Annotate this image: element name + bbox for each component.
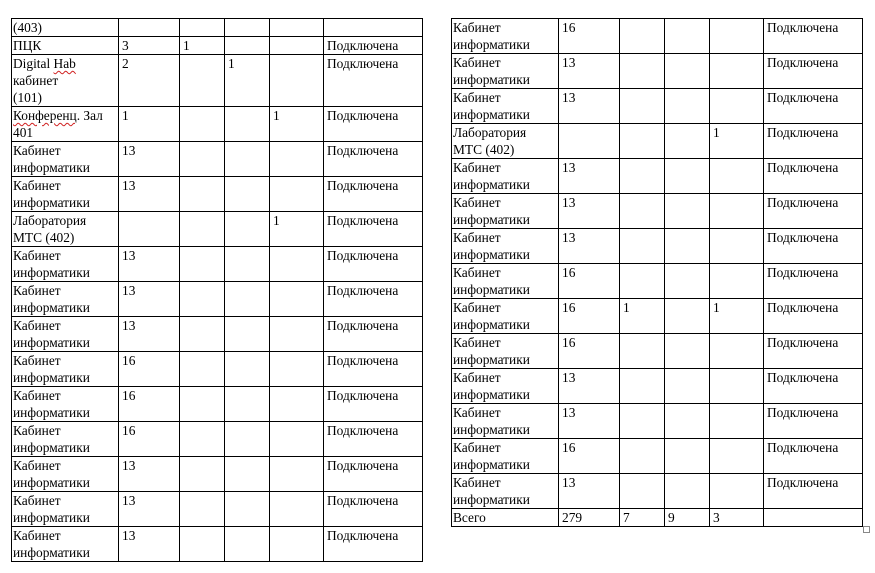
table-row [12,212,423,247]
count-cell [225,527,270,562]
count-cell [225,247,270,282]
status-cell: Подключена [764,19,863,54]
room-name: Конференц. Зал 401 [12,107,119,142]
table-row [452,54,863,89]
status-cell: Подключена [764,404,863,439]
count-cell [119,212,180,247]
count-cell [665,334,710,369]
count-cell [270,247,324,282]
status-cell: Подключена [764,194,863,229]
count-cell [270,177,324,212]
count-cell [225,282,270,317]
count-cell [710,229,764,264]
status-cell: Подключена [324,422,423,457]
table-row [452,334,863,369]
room-name: Кабинет информатики [452,229,559,264]
count-cell [270,142,324,177]
room-name: Кабинет информатики [452,474,559,509]
count-cell: 1 [620,299,665,334]
table-row [452,89,863,124]
count-cell [180,527,225,562]
status-cell [324,19,423,37]
table-row [452,474,863,509]
count-cell [559,124,620,159]
room-name: Кабинет информатики [12,527,119,562]
count-cell: 13 [559,89,620,124]
count-cell [665,299,710,334]
count-cell [119,19,180,37]
count-cell [620,264,665,299]
status-cell: Подключена [324,492,423,527]
table-row [452,194,863,229]
count-cell [180,177,225,212]
room-name: Кабинет информатики [12,282,119,317]
table-row [12,387,423,422]
room-name: Кабинет информатики [452,54,559,89]
count-cell [225,19,270,37]
room-name: Кабинет информатики [452,369,559,404]
status-cell: Подключена [764,89,863,124]
count-cell: 1 [270,212,324,247]
count-cell [665,124,710,159]
table-row [452,159,863,194]
count-cell: 13 [119,527,180,562]
count-cell [180,142,225,177]
room-name: Кабинет информатики [12,177,119,212]
count-cell [225,387,270,422]
count-cell: 13 [559,229,620,264]
table-row [452,404,863,439]
count-cell: 13 [119,142,180,177]
status-cell: Подключена [324,247,423,282]
status-cell: Подключена [764,474,863,509]
status-cell: Подключена [324,317,423,352]
count-cell [620,89,665,124]
total-row [452,509,863,527]
status-cell: Подключена [324,37,423,55]
status-cell: Подключена [764,299,863,334]
room-name: Кабинет информатики [12,457,119,492]
count-cell [710,334,764,369]
table-row [452,229,863,264]
count-cell: 13 [119,492,180,527]
status-cell: Подключена [324,527,423,562]
total-label: Всего [452,509,559,527]
room-name: Кабинет информатики [452,334,559,369]
table-row [12,422,423,457]
count-cell: 13 [559,369,620,404]
count-cell [180,317,225,352]
spelling-error-mark: Конференц [13,108,77,123]
count-cell [270,55,324,107]
status-cell: Подключена [324,212,423,247]
room-name: Кабинет информатики [12,142,119,177]
count-cell [270,422,324,457]
room-name: ПЦК [12,37,119,55]
table-row [12,247,423,282]
count-cell [180,457,225,492]
status-cell: Подключена [764,159,863,194]
room-name: Лаборатория МТС (402) [452,124,559,159]
count-cell [225,492,270,527]
total-cell: 9 [665,509,710,527]
status-cell: Подключена [324,177,423,212]
count-cell [225,142,270,177]
count-cell [225,422,270,457]
table-row [12,37,423,55]
count-cell [270,457,324,492]
status-cell: Подключена [764,264,863,299]
room-name: Кабинет информатики [452,19,559,54]
table-row [12,19,423,37]
room-name: Кабинет информатики [12,247,119,282]
status-cell: Подключена [764,369,863,404]
count-cell: 1 [710,299,764,334]
count-cell: 1 [270,107,324,142]
count-cell: 16 [559,334,620,369]
count-cell: 13 [559,474,620,509]
count-cell [710,474,764,509]
status-cell: Подключена [324,352,423,387]
count-cell [225,212,270,247]
count-cell [665,404,710,439]
count-cell [225,177,270,212]
table-row [12,55,423,107]
count-cell: 13 [559,54,620,89]
count-cell [665,229,710,264]
room-name: Кабинет информатики [452,89,559,124]
count-cell: 13 [559,404,620,439]
count-cell: 16 [119,387,180,422]
count-cell [665,474,710,509]
table-row [12,107,423,142]
total-cell: 3 [710,509,764,527]
status-cell: Подключена [324,387,423,422]
status-cell: Подключена [324,55,423,107]
table-row [452,439,863,474]
table-row [452,264,863,299]
count-cell [620,369,665,404]
table-row [12,177,423,212]
count-cell [620,124,665,159]
table-row [12,142,423,177]
status-cell: Подключена [764,54,863,89]
status-cell [764,509,863,527]
table-resize-handle[interactable] [863,526,870,533]
count-cell [270,317,324,352]
count-cell [270,37,324,55]
count-cell [180,282,225,317]
count-cell: 16 [119,352,180,387]
room-name: Кабинет информатики [12,492,119,527]
total-cell: 279 [559,509,620,527]
count-cell [620,54,665,89]
count-cell [620,474,665,509]
count-cell [665,89,710,124]
count-cell [620,334,665,369]
table-row [12,317,423,352]
room-name: Кабинет информатики [452,404,559,439]
count-cell: 1 [225,55,270,107]
count-cell: 1 [710,124,764,159]
room-name: Кабинет информатики [452,159,559,194]
count-cell [710,369,764,404]
room-name: Digital Hab кабинет (101) [12,55,119,107]
count-cell: 1 [180,37,225,55]
count-cell: 3 [119,37,180,55]
count-cell [665,369,710,404]
count-cell: 16 [119,422,180,457]
count-cell: 13 [559,194,620,229]
count-cell [180,19,225,37]
status-cell: Подключена [764,124,863,159]
count-cell [225,352,270,387]
room-name: Кабинет информатики [452,194,559,229]
count-cell [270,387,324,422]
count-cell [180,492,225,527]
status-cell: Подключена [764,439,863,474]
count-cell [710,404,764,439]
table-row [12,352,423,387]
table-row [452,369,863,404]
table-row [12,527,423,562]
room-name: Кабинет информатики [12,422,119,457]
room-name: Кабинет информатики [12,352,119,387]
count-cell [180,387,225,422]
count-cell [180,247,225,282]
count-cell: 16 [559,439,620,474]
table-row [452,124,863,159]
room-name: Кабинет информатики [12,317,119,352]
count-cell [180,352,225,387]
status-cell: Подключена [324,142,423,177]
count-cell [180,55,225,107]
count-cell [665,439,710,474]
room-name: Кабинет информатики [452,264,559,299]
table-row [452,19,863,54]
count-cell [710,89,764,124]
spelling-error-mark: Hab [53,56,76,71]
count-cell [620,159,665,194]
count-cell [180,212,225,247]
status-cell: Подключена [324,107,423,142]
count-cell: 2 [119,55,180,107]
count-cell [710,264,764,299]
count-cell: 13 [119,247,180,282]
count-cell [710,54,764,89]
count-cell [710,19,764,54]
total-cell: 7 [620,509,665,527]
count-cell [665,54,710,89]
table-row [12,492,423,527]
status-cell: Подключена [324,282,423,317]
count-cell: 13 [119,317,180,352]
table-row [12,282,423,317]
room-name: Кабинет информатики [452,299,559,334]
count-cell [665,19,710,54]
count-cell [665,159,710,194]
table-row [12,457,423,492]
count-cell [620,229,665,264]
count-cell: 16 [559,299,620,334]
count-cell [620,19,665,54]
count-cell [710,194,764,229]
room-name: Кабинет информатики [452,439,559,474]
count-cell [270,19,324,37]
count-cell [225,317,270,352]
room-name: Кабинет информатики [12,387,119,422]
table-row [452,299,863,334]
count-cell: 13 [119,457,180,492]
count-cell [665,194,710,229]
count-cell [270,492,324,527]
count-cell [270,352,324,387]
count-cell: 16 [559,19,620,54]
count-cell: 13 [559,159,620,194]
status-cell: Подключена [764,229,863,264]
count-cell: 13 [119,177,180,212]
count-cell: 13 [119,282,180,317]
count-cell [620,194,665,229]
count-cell [225,107,270,142]
count-cell: 1 [119,107,180,142]
count-cell [225,457,270,492]
equipment-table-left [11,18,423,562]
equipment-table-right [451,18,863,527]
count-cell [180,422,225,457]
status-cell: Подключена [324,457,423,492]
count-cell [270,282,324,317]
count-cell [180,107,225,142]
count-cell [710,439,764,474]
room-name: (403) [12,19,119,37]
status-cell: Подключена [764,334,863,369]
count-cell [665,264,710,299]
count-cell: 16 [559,264,620,299]
count-cell [710,159,764,194]
room-name: Лаборатория МТС (402) [12,212,119,247]
count-cell [270,527,324,562]
count-cell [225,37,270,55]
count-cell [620,439,665,474]
count-cell [620,404,665,439]
